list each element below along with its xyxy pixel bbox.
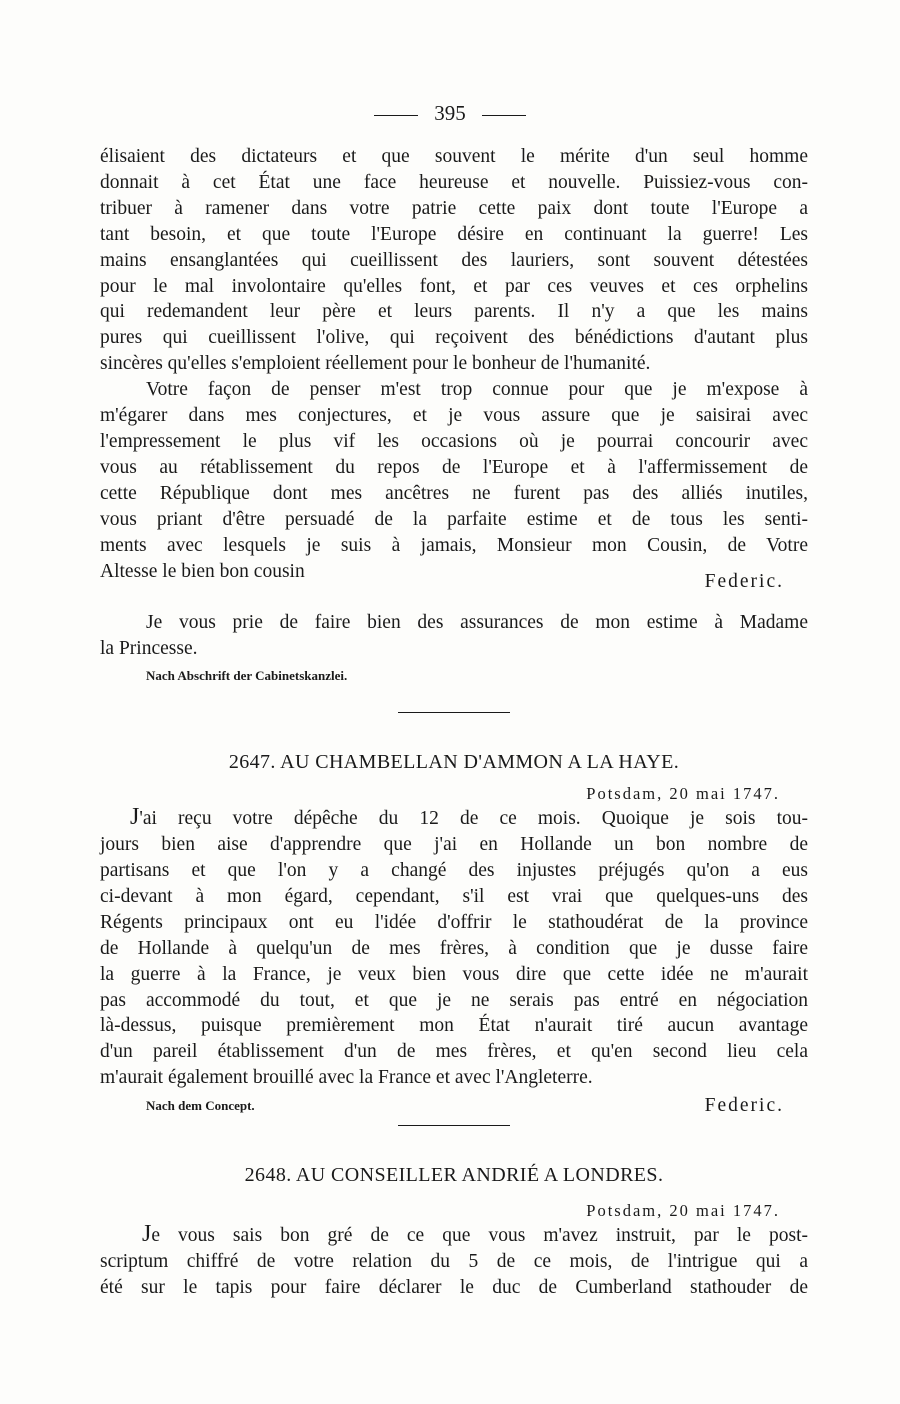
text-line: élisaient des dictateurs et que souvent le mérite d'un seul homme bbox=[100, 146, 808, 167]
text-line: pas accommodé du tout, et que je ne serais pas entré en négociation bbox=[100, 989, 808, 1011]
text-line: mains ensanglantées qui cueillissent des lauriers, sont souvent détestées bbox=[100, 249, 808, 271]
letter-2648-body bbox=[100, 1222, 808, 1301]
text-line: de Hollande à quelqu'un de mes frères, à condition que je dusse faire bbox=[100, 937, 808, 959]
text-line: partisans et que l'on y a changé des injustes préjugés qu'on a eus bbox=[100, 860, 808, 882]
text-line: l'empressement le plus vif les occasions où je pourrai concourir avec bbox=[100, 430, 808, 452]
text-line: m'aurait également brouillé avec la France et avec l'Angleterre. bbox=[100, 1067, 593, 1089]
text-line: là-dessus, puisque premièrement mon État n'aurait tiré aucun avantage bbox=[100, 1015, 808, 1037]
page-body bbox=[100, 144, 808, 1301]
letter-end-paragraph-2 bbox=[100, 377, 808, 592]
initial-letter: J bbox=[130, 804, 140, 831]
text-line: scriptum chiffré de votre relation du 5 de ce mois, de l'intrigue qui a bbox=[100, 1251, 808, 1272]
closing-row bbox=[100, 559, 808, 592]
text-line: sincères qu'elles s'emploient réellement pour le bonheur de l'humanité. bbox=[100, 353, 651, 375]
text-span: 'ai reçu votre dépêche du 12 de ce mois. Quoique je sois tou- bbox=[139, 808, 808, 830]
text-line: Je vous prie de faire bien des assurances de mon estime à Madame bbox=[146, 612, 808, 634]
letter-date: Potsdam, 20 mai 1747. bbox=[586, 1201, 780, 1221]
letter-date: Potsdam, 20 mai 1747. bbox=[586, 784, 780, 804]
text-line: été sur le tapis pour faire déclarer le duc de Cumberland stathouder de bbox=[100, 1276, 808, 1298]
postscript bbox=[100, 610, 808, 662]
text-line: pures qui cueillissent l'olive, qui reçoivent des bénédictions d'autant plus bbox=[100, 327, 808, 349]
source-note: Nach dem Concept. bbox=[146, 1098, 255, 1114]
signature: Federic. bbox=[704, 1095, 784, 1117]
letter-title: 2648. AU CONSEILLER ANDRIÉ A LONDRES. bbox=[244, 1164, 664, 1187]
text-line: ci-devant à mon égard, cependant, s'il est vrai que quelques-uns des bbox=[100, 885, 808, 907]
text-line bbox=[100, 1222, 808, 1249]
text-line: ments avec lesquels je suis à jamais, Monsieur mon Cousin, de Votre bbox=[100, 534, 808, 556]
text-line: vous priant d'être persuadé de la parfaite estime et de tous les senti- bbox=[100, 508, 808, 530]
text-line: d'un pareil établissement d'un de mes frères, et qu'en second lieu cela bbox=[100, 1041, 808, 1063]
text-line: qui redemandent leur père et leurs parents. Il n'y a que les mains bbox=[100, 301, 808, 323]
source-signature-row bbox=[100, 1093, 808, 1119]
text-line: Votre façon de penser m'est trop connue pour que je m'expose à bbox=[146, 379, 808, 401]
text-line: la guerre à la France, je veux bien vous dire que cette idée ne m'aurait bbox=[100, 963, 808, 985]
header-dash-right bbox=[482, 115, 526, 116]
text-line bbox=[100, 805, 808, 832]
letter-title: 2647. AU CHAMBELLAN D'AMMON A LA HAYE. bbox=[228, 751, 680, 774]
text-line: jours bien aise d'apprendre que j'ai en Hollande un bon nombre de bbox=[100, 834, 808, 856]
source-note: Nach Abschrift der Cabinetskanzlei. bbox=[146, 668, 348, 684]
text-line: pour le mal involontaire qu'elles font, et par ces veuves et ces orphelins bbox=[100, 275, 808, 297]
page-number: 395 bbox=[434, 101, 466, 125]
text-line: cette République dont mes ancêtres ne furent pas des alliés inutiles, bbox=[100, 482, 808, 504]
letter-2647-body bbox=[100, 805, 808, 1091]
text-line: Régents principaux ont eu l'idée d'offrir le stathoudérat de la province bbox=[100, 911, 808, 933]
text-line: tribuer à ramener dans votre patrie cette paix dont toute l'Europe a bbox=[100, 197, 808, 219]
text-span: e vous sais bon gré de ce que vous m'avez instruit, par le post- bbox=[151, 1225, 808, 1247]
initial-letter: J bbox=[142, 1221, 152, 1248]
text-line: tant besoin, et que toute l'Europe désire en continuant la guerre! Les bbox=[100, 223, 808, 245]
closing-line: Altesse le bien bon cousin bbox=[100, 560, 305, 582]
text-line: donnait à cet État une face heureuse et nouvelle. Puissiez-vous con- bbox=[100, 171, 808, 193]
header-dash-left bbox=[374, 115, 418, 116]
text-line: m'égarer dans mes conjectures, et je vous assure que je saisirai avec bbox=[100, 405, 808, 427]
signature: Federic. bbox=[704, 570, 784, 592]
text-line: vous au rétablissement du repos de l'Europe et à l'affermissement de bbox=[100, 456, 808, 478]
text-line: la Princesse. bbox=[100, 638, 198, 660]
page-header bbox=[0, 98, 900, 128]
letter-end-paragraph-1 bbox=[100, 144, 808, 377]
